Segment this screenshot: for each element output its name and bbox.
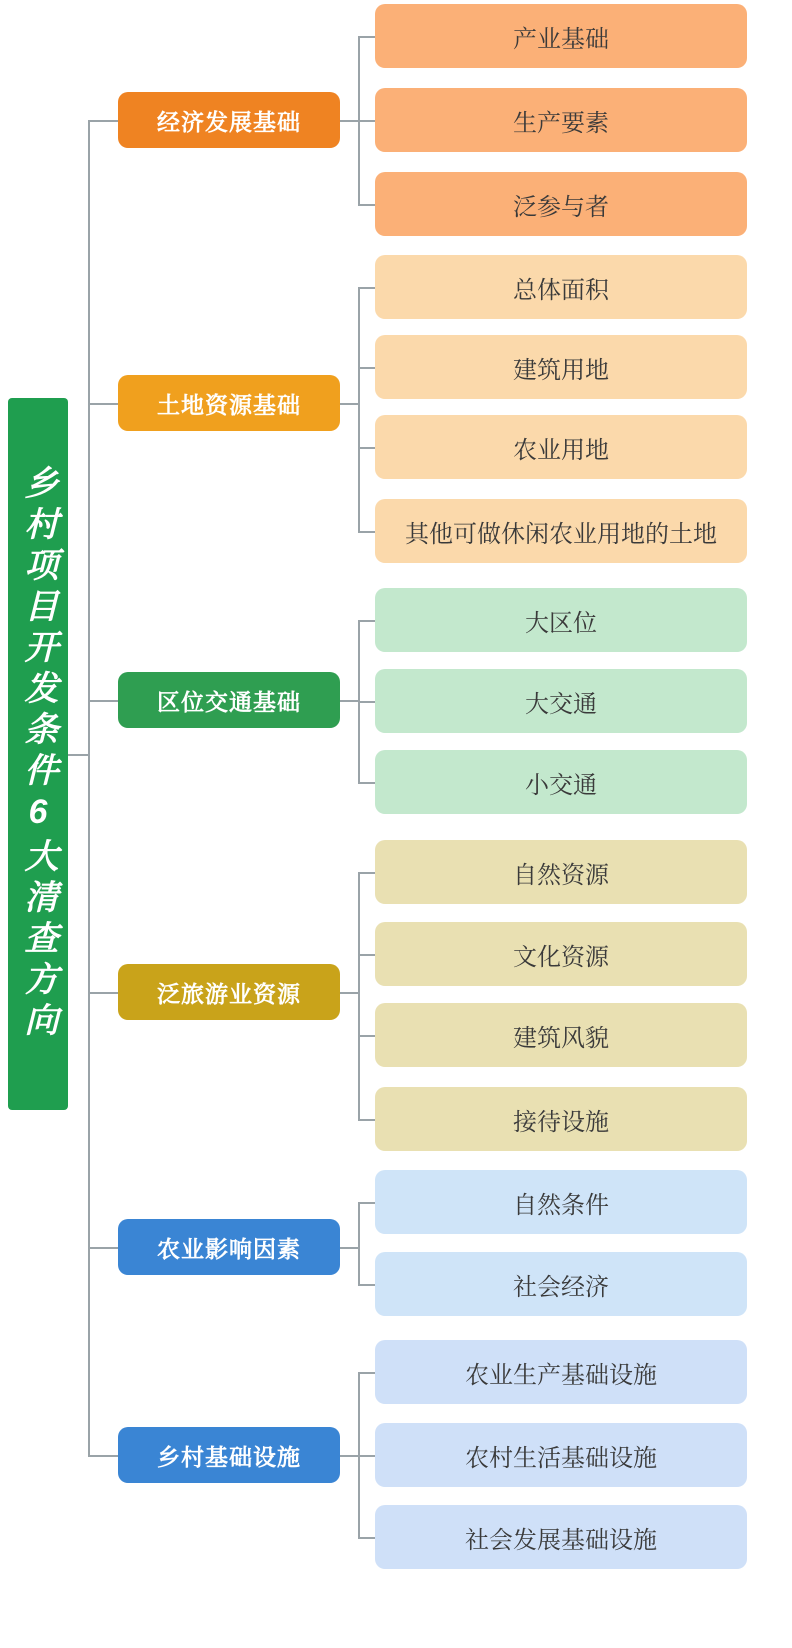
leaf-node-1-2[interactable] xyxy=(375,88,747,152)
branch-connector-3 xyxy=(88,700,120,702)
branch-node-2-label: 土地资源基础 xyxy=(157,391,301,418)
leaf-node-4-4[interactable] xyxy=(375,1087,747,1151)
leaf-node-4-1-label: 自然资源 xyxy=(513,861,609,889)
leaf-node-6-1-label: 农业生产基础设施 xyxy=(465,1361,657,1389)
branch-node-1-label: 经济发展基础 xyxy=(157,108,301,135)
root-stub-line xyxy=(68,754,90,756)
leaf-node-3-3[interactable] xyxy=(375,750,747,814)
leaf-node-6-3[interactable] xyxy=(375,1505,747,1569)
leaf-node-5-1[interactable] xyxy=(375,1170,747,1234)
branch-node-3-label: 区位交通基础 xyxy=(157,688,301,715)
leaf-node-6-2-label: 农村生活基础设施 xyxy=(465,1444,657,1472)
branch-connector-1 xyxy=(88,120,120,122)
branch-5-stub xyxy=(340,1247,360,1249)
branch-connector-2 xyxy=(88,403,120,405)
leaf-node-2-1-label: 总体面积 xyxy=(513,276,609,304)
branch-node-4-label: 泛旅游业资源 xyxy=(157,980,301,1007)
leaf-node-2-4-label: 其他可做休闲农业用地的土地 xyxy=(405,520,717,548)
branch-node-5[interactable] xyxy=(118,1219,340,1275)
branch-6-stub xyxy=(340,1455,360,1457)
leaf-node-4-3-label: 建筑风貌 xyxy=(513,1024,609,1052)
leaf-node-6-2[interactable] xyxy=(375,1423,747,1487)
branch-connector-4 xyxy=(88,992,120,994)
leaf-node-1-3[interactable] xyxy=(375,172,747,236)
leaf-node-4-2[interactable] xyxy=(375,922,747,986)
leaf-node-4-4-label: 接待设施 xyxy=(513,1108,609,1136)
leaf-node-4-3[interactable] xyxy=(375,1003,747,1067)
root-node xyxy=(8,398,68,1110)
branch-2-stub xyxy=(340,403,360,405)
leaf-node-4-2-label: 文化资源 xyxy=(513,943,609,971)
leaf-node-2-3-label: 农业用地 xyxy=(513,436,609,464)
branch-node-6[interactable] xyxy=(118,1427,340,1483)
branch-node-5-label: 农业影响因素 xyxy=(157,1235,301,1262)
leaf-node-1-2-label: 生产要素 xyxy=(513,109,609,137)
leaf-node-4-1[interactable] xyxy=(375,840,747,904)
branch-1-stub xyxy=(340,120,360,122)
leaf-node-2-2[interactable] xyxy=(375,335,747,399)
leaf-node-5-1-label: 自然条件 xyxy=(513,1191,609,1219)
leaf-node-3-1-label: 大区位 xyxy=(525,609,597,637)
branch-5-child-trunk xyxy=(358,1202,360,1284)
branch-4-child-trunk xyxy=(358,872,360,1119)
leaf-node-2-1[interactable] xyxy=(375,255,747,319)
leaf-node-1-1[interactable] xyxy=(375,4,747,68)
leaf-node-2-2-label: 建筑用地 xyxy=(513,356,609,384)
branch-node-4[interactable] xyxy=(118,964,340,1020)
leaf-node-1-1-label: 产业基础 xyxy=(513,25,609,53)
leaf-node-5-2[interactable] xyxy=(375,1252,747,1316)
leaf-node-2-4[interactable] xyxy=(375,499,747,563)
branch-2-child-trunk xyxy=(358,287,360,531)
leaf-node-3-2-label: 大交通 xyxy=(525,690,597,718)
leaf-node-5-2-label: 社会经济 xyxy=(513,1273,609,1301)
root-node-label: 乡村项目开发条件6大清查方向 xyxy=(19,465,57,1043)
branch-node-3[interactable] xyxy=(118,672,340,728)
branch-node-1[interactable] xyxy=(118,92,340,148)
leaf-node-2-3[interactable] xyxy=(375,415,747,479)
branch-connector-5 xyxy=(88,1247,120,1249)
root-trunk-line xyxy=(88,120,90,1455)
branch-4-stub xyxy=(340,992,360,994)
leaf-node-3-2[interactable] xyxy=(375,669,747,733)
leaf-node-3-3-label: 小交通 xyxy=(525,771,597,799)
branch-node-2[interactable] xyxy=(118,375,340,431)
branch-node-6-label: 乡村基础设施 xyxy=(157,1443,301,1470)
leaf-node-6-3-label: 社会发展基础设施 xyxy=(465,1526,657,1554)
leaf-node-6-1[interactable] xyxy=(375,1340,747,1404)
leaf-node-3-1[interactable] xyxy=(375,588,747,652)
leaf-node-1-3-label: 泛参与者 xyxy=(513,193,609,221)
branch-3-stub xyxy=(340,700,360,702)
branch-connector-6 xyxy=(88,1455,120,1457)
